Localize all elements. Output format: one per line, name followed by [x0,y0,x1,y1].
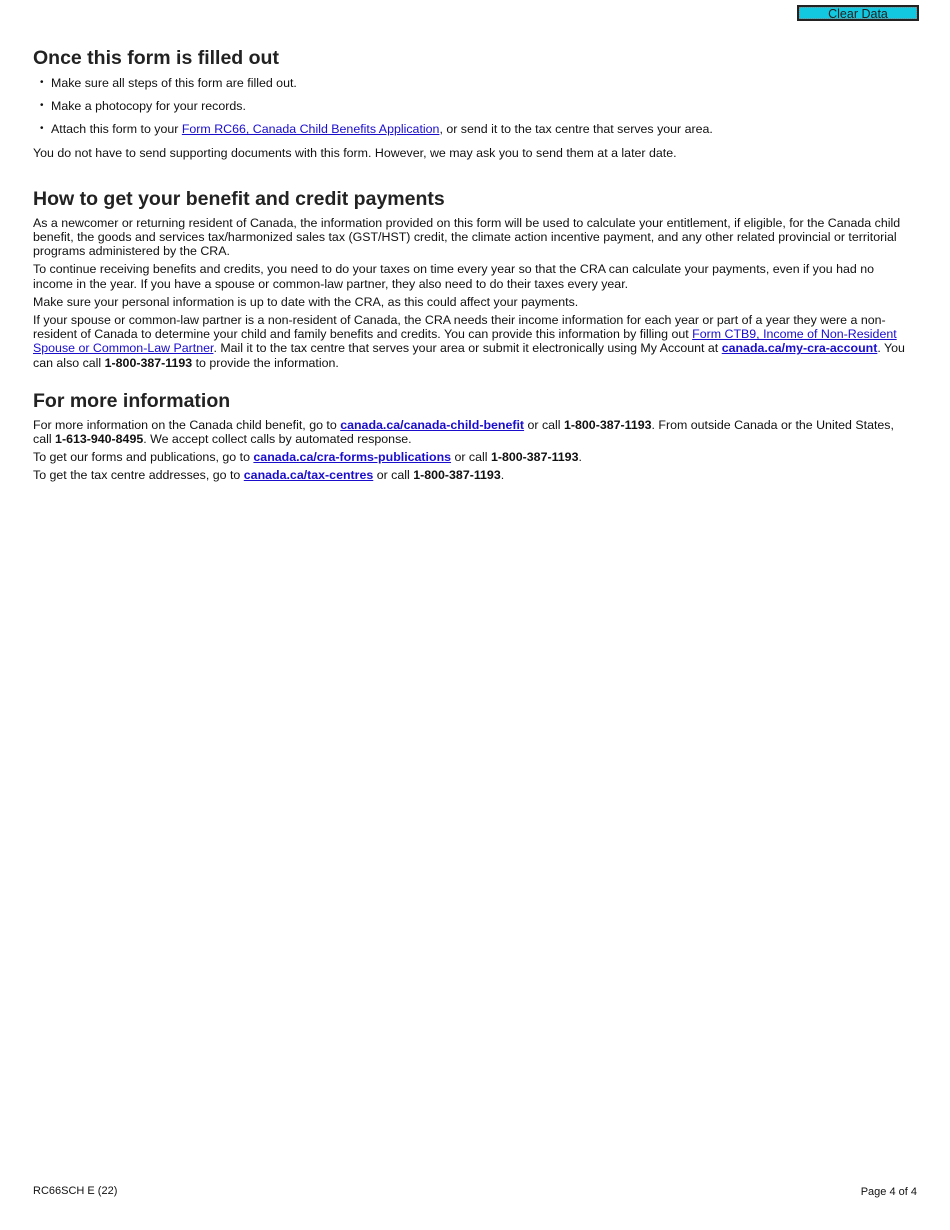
paragraphs [33,418,913,483]
text: or call [373,468,414,483]
paragraph [33,146,913,160]
form-code: RC66SCH E (22) [33,1185,118,1197]
text: . You can also call [33,341,905,370]
text: Make sure all steps of this form are filled out. [51,76,297,90]
list-item [51,122,913,136]
section-more-information [33,390,913,483]
text: to provide the information. [192,355,339,370]
text: or call [524,417,564,432]
paragraph [33,262,913,290]
text: . [578,450,582,465]
paragraphs [33,146,913,160]
phone-number: 1-800-387-1193 [104,355,193,370]
section-once-filled [33,47,913,160]
checklist [33,76,913,137]
paragraph [33,450,913,464]
paragraph [33,418,913,446]
section-title: How to get your benefit and credit payments [33,187,445,210]
link[interactable]: canada.ca/cra-forms-publications [253,450,452,465]
phone-number: 1-613-940-8495 [55,432,144,447]
paragraphs [33,216,913,370]
paragraph [33,468,913,482]
text: . [500,468,505,483]
link[interactable]: canada.ca/canada-child-benefit [340,417,525,432]
text: or call [451,450,491,465]
list-item [51,99,913,113]
text: , or send it to the tax centre that serves your area. [439,122,713,137]
list-item [51,76,913,90]
link[interactable]: canada.ca/tax-centres [243,468,374,483]
text: You do not have to send supporting documents with this form. However, we may ask you to send them at a later date. [33,145,677,160]
section-benefit-payments [33,188,913,370]
link[interactable]: canada.ca/my-cra-account [721,341,878,356]
section-title: Once this form is filled out [33,47,279,69]
link[interactable]: Form RC66, Canada Child Benefits Application [181,122,440,137]
text: Make a photocopy for your records. [51,99,246,114]
phone-number: 1-800-387-1193 [413,468,501,483]
text: . We accept collect calls by automated response. [143,432,412,447]
phone-number: 1-800-387-1193 [564,417,652,432]
phone-number: 1-800-387-1193 [490,450,579,465]
paragraph [33,295,913,309]
text: To get the tax centre addresses, go to [33,468,244,483]
text: To get our forms and publications, go to [33,450,254,465]
text: For more information on the Canada child benefit, go to [33,417,341,432]
paragraph [33,216,913,259]
text: Make sure your personal information is up to date with the CRA, as this could affect your payments. [33,294,579,309]
page-number: Page 4 of 4 [860,1186,917,1198]
link[interactable]: Form CTB9, Income of Non-Resident Spouse or Common-Law Partner [33,327,897,356]
clear-data-button[interactable]: Clear Data [797,5,919,21]
text: . From outside Canada or the United States, call [33,417,894,447]
text: . Mail it to the tax centre that serves your area or submit it electronically using My Account at [213,341,722,356]
page-content [33,47,913,487]
text: To continue receiving benefits and credits, you need to do your taxes on time every year so that the CRA can calculate your payments, even if you had no income in the year. If you have a spouse or common-law partner, they also need to do their taxes every year. [33,262,874,291]
text: If your spouse or common-law partner is a non-resident of Canada, the CRA needs their income information for each year or part of a year they were a non-resident of Canada to determine your child and family benefits and credits. You can provide this information by filling out [33,313,886,342]
text: As a newcomer or returning resident of Canada, the information provided on this form will be used to calculate your entitlement, if eligible, for the Canada child benefit, the goods and services tax/harmonized sales tax (GST/HST) credit, the climate action incentive payment, and any other related provincial or territorial programs administered by the CRA. [33,215,901,259]
paragraph [33,313,913,370]
section-title: For more information [33,389,231,412]
text: Attach this form to your [51,122,182,137]
